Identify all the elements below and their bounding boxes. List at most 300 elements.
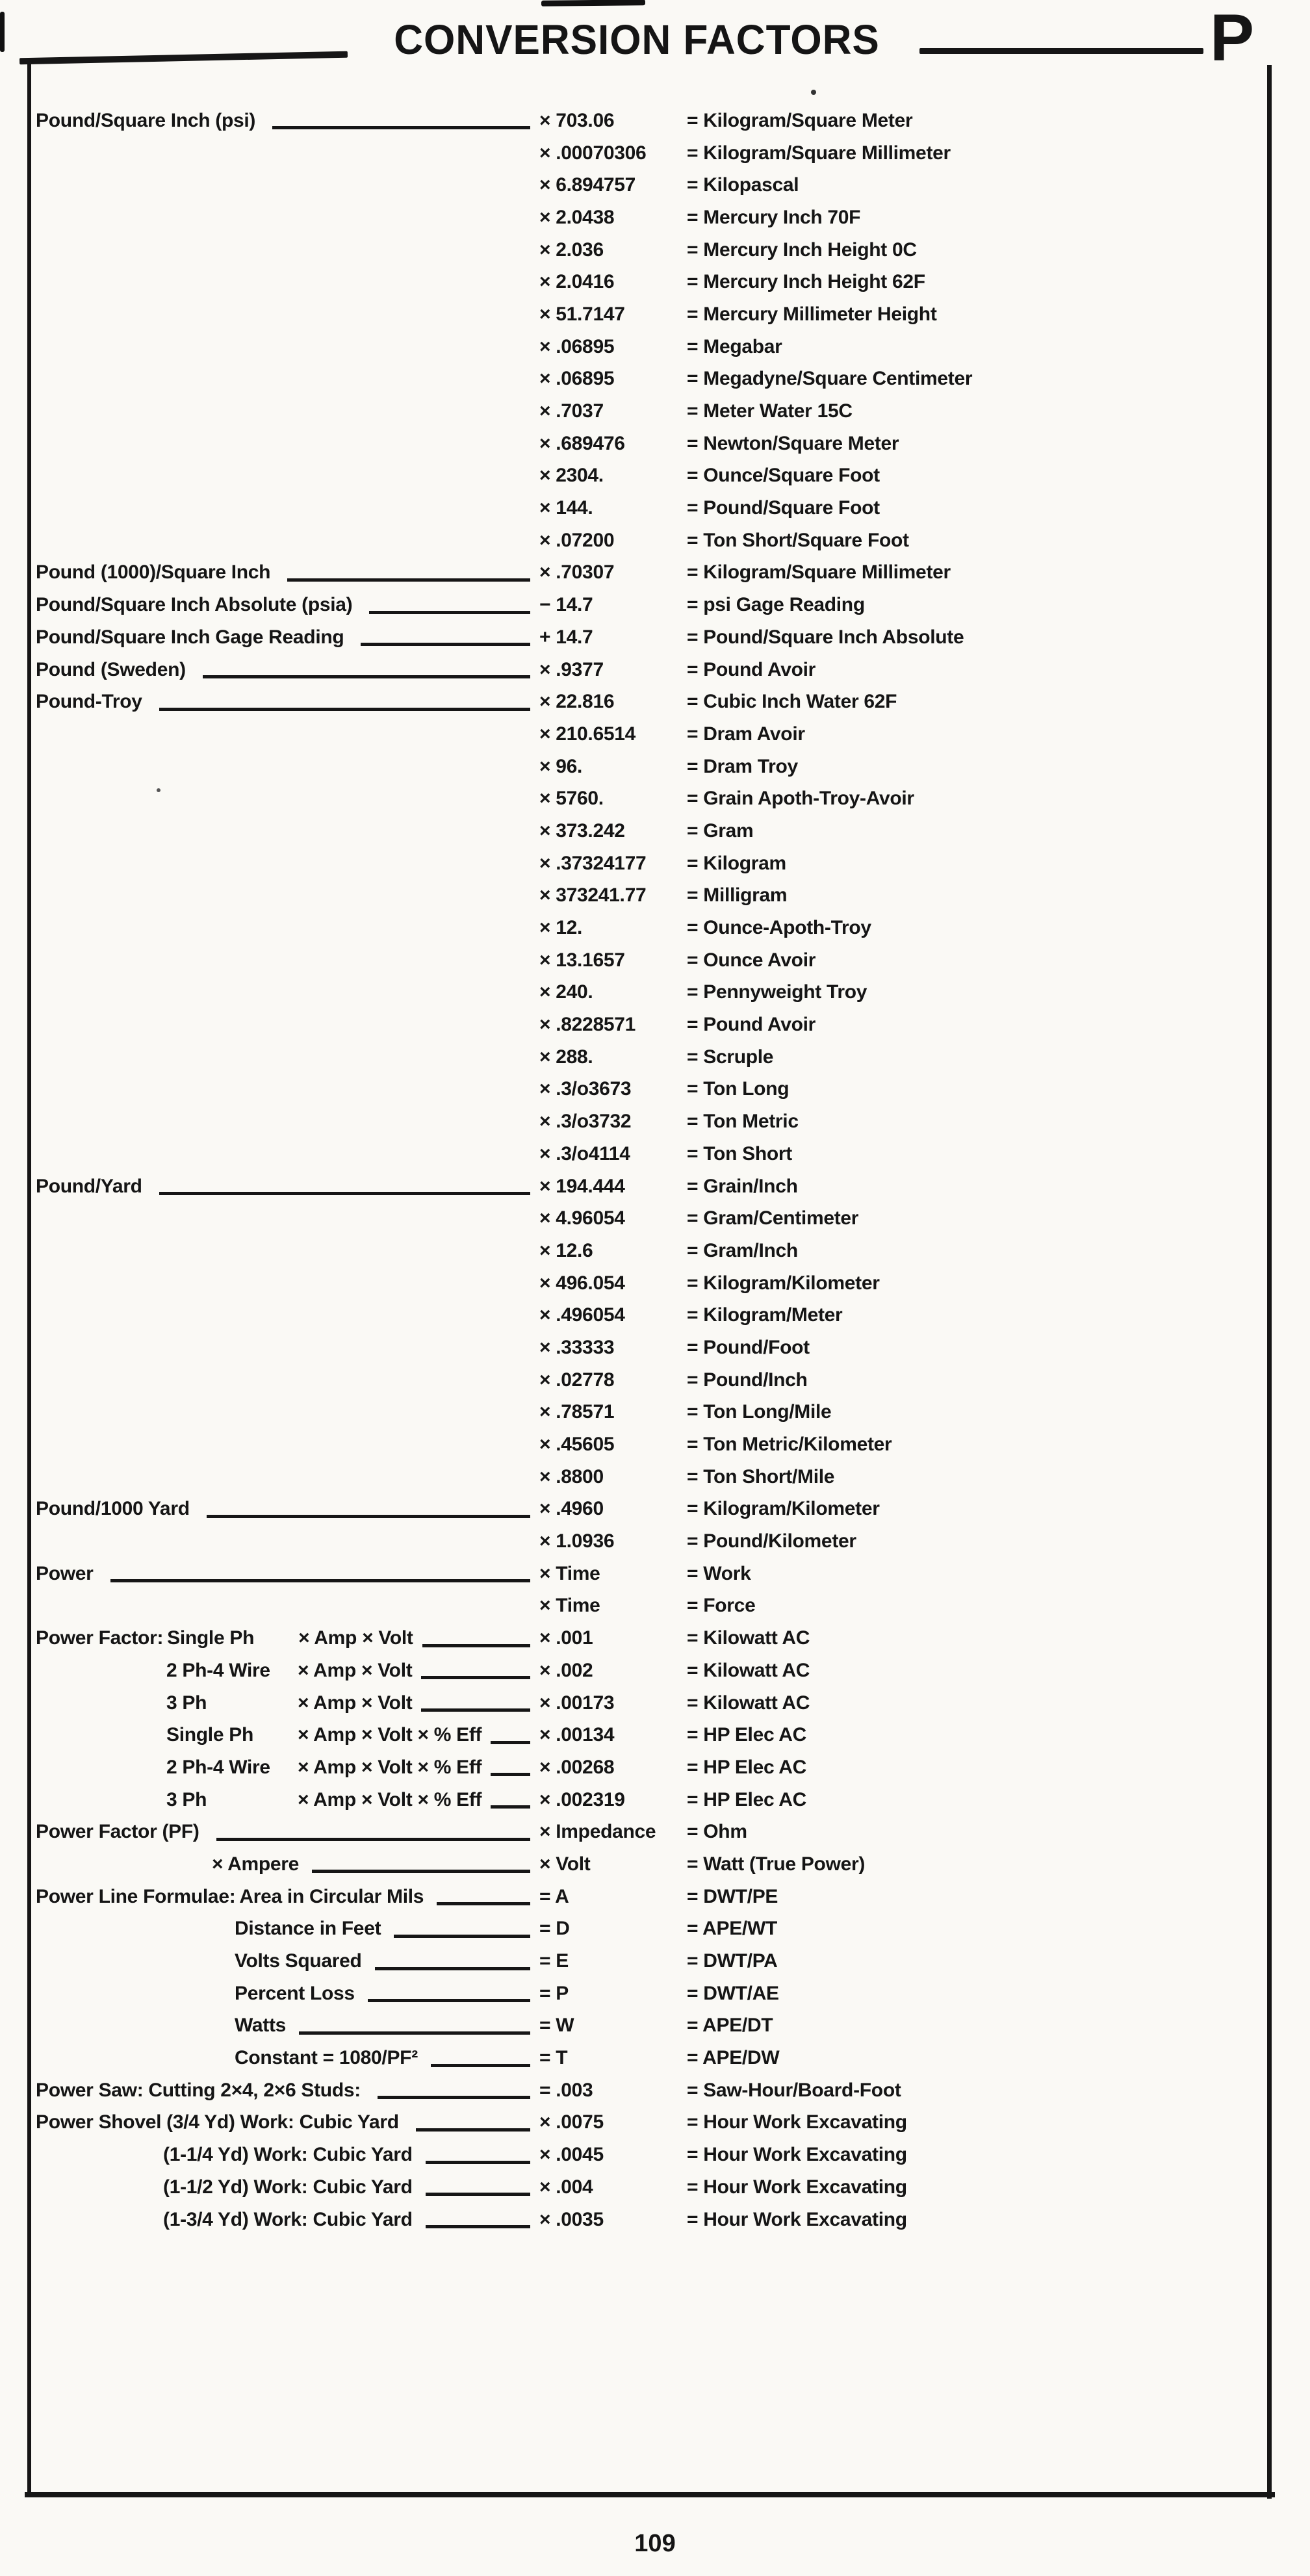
row-fill-rule bbox=[53, 1321, 530, 1324]
row-result: = DWT/AE bbox=[687, 1982, 779, 2004]
row-result: = Pound Avoir bbox=[687, 1014, 816, 1036]
table-row bbox=[0, 1784, 1310, 1816]
row-sub-label: 3 Ph bbox=[166, 1692, 207, 1714]
row-fill-rule bbox=[53, 1482, 530, 1486]
table-row bbox=[0, 1428, 1310, 1461]
row-sub-label: 2 Ph-4 Wire bbox=[166, 1659, 270, 1681]
row-expression: × Amp × Volt bbox=[298, 1659, 413, 1681]
row-fill-rule bbox=[216, 1838, 530, 1841]
row-expression: × Amp × Volt × % Eff bbox=[298, 1724, 482, 1746]
row-result: = Megadyne/Square Centimeter bbox=[687, 368, 973, 390]
table-row bbox=[0, 847, 1310, 880]
row-left-section bbox=[36, 1627, 539, 1649]
row-fill-rule bbox=[159, 1192, 530, 1195]
table-row bbox=[0, 1945, 1310, 1977]
row-fill-rule bbox=[53, 805, 530, 808]
row-result: = Kilowatt AC bbox=[687, 1659, 810, 1681]
row-result: = Kilogram/Kilometer bbox=[687, 1498, 880, 1520]
table-row bbox=[0, 1138, 1310, 1170]
conversion-table bbox=[0, 105, 1310, 2235]
table-row bbox=[0, 1525, 1310, 1558]
row-left-section bbox=[36, 1217, 539, 1220]
table-row bbox=[0, 363, 1310, 396]
row-result: = Ounce Avoir bbox=[687, 949, 816, 971]
row-factor: × 2.0416 bbox=[539, 271, 615, 293]
row-factor: × .0035 bbox=[539, 2208, 604, 2230]
row-fill-rule bbox=[53, 901, 530, 905]
row-fill-rule bbox=[53, 1547, 530, 1551]
row-factor: × .00173 bbox=[539, 1692, 615, 1714]
table-row bbox=[0, 266, 1310, 298]
row-fill-rule bbox=[53, 482, 530, 485]
row-factor: × 144. bbox=[539, 497, 593, 519]
row-sub-label: Percent Loss bbox=[235, 1982, 355, 2004]
row-left-section bbox=[36, 1563, 539, 1585]
row-left-section bbox=[36, 829, 539, 832]
row-factor: × 373241.77 bbox=[539, 884, 647, 907]
row-fill-rule bbox=[369, 611, 530, 614]
scan-artifact bbox=[541, 0, 645, 6]
row-factor: × 6.894757 bbox=[539, 174, 636, 196]
row-result: = Grain Apoth-Troy-Avoir bbox=[687, 788, 914, 810]
table-row bbox=[0, 1170, 1310, 1203]
row-factor: × 2.0438 bbox=[539, 206, 615, 228]
row-label: Pound/Yard bbox=[36, 1175, 142, 1197]
row-factor: × 2304. bbox=[539, 465, 604, 487]
row-result: = Gram/Centimeter bbox=[687, 1207, 859, 1230]
row-left-section bbox=[36, 1314, 539, 1317]
row-left-section bbox=[36, 626, 539, 649]
row-factor: × .7037 bbox=[539, 400, 604, 422]
row-factor: × 13.1657 bbox=[539, 949, 625, 971]
row-left-section bbox=[36, 1950, 539, 1972]
row-fill-rule bbox=[53, 1127, 530, 1131]
table-row bbox=[0, 621, 1310, 654]
row-result: = Ton Short/Square Foot bbox=[687, 529, 909, 551]
row-fill-rule bbox=[426, 2193, 530, 2196]
row-result: = Mercury Inch Height 0C bbox=[687, 238, 917, 261]
table-row bbox=[0, 2171, 1310, 2204]
table-row bbox=[0, 654, 1310, 686]
row-factor: × .07200 bbox=[539, 529, 615, 551]
row-result: = Kilogram/Square Millimeter bbox=[687, 561, 951, 584]
row-result: = DWT/PA bbox=[687, 1950, 778, 1972]
row-label: Power bbox=[36, 1562, 94, 1584]
table-row bbox=[0, 782, 1310, 815]
row-result: = Ton Long/Mile bbox=[687, 1401, 832, 1423]
row-fill-rule bbox=[53, 1612, 530, 1615]
row-left-section bbox=[36, 1055, 539, 1059]
row-fill-rule bbox=[416, 2128, 530, 2132]
table-row bbox=[0, 2107, 1310, 2139]
row-label: Pound/1000 Yard bbox=[36, 1498, 190, 1520]
row-left-section bbox=[36, 151, 539, 155]
row-factor: × .3/o3732 bbox=[539, 1111, 632, 1133]
row-fill-rule bbox=[53, 1063, 530, 1066]
table-row bbox=[0, 2010, 1310, 2042]
row-factor: × 2.036 bbox=[539, 238, 604, 261]
row-left-section bbox=[36, 894, 539, 897]
row-fill-rule bbox=[426, 2161, 530, 2164]
table-row bbox=[0, 1299, 1310, 1332]
table-row bbox=[0, 1397, 1310, 1429]
row-result: = Dram Avoir bbox=[687, 723, 805, 745]
row-left-section bbox=[36, 184, 539, 187]
row-result: = Hour Work Excavating bbox=[687, 2208, 907, 2230]
row-fill-rule bbox=[53, 869, 530, 872]
row-fill-rule bbox=[53, 934, 530, 937]
table-row bbox=[0, 1202, 1310, 1235]
table-row bbox=[0, 460, 1310, 493]
row-result: = Ton Long bbox=[687, 1078, 790, 1100]
table-row bbox=[0, 1493, 1310, 1526]
row-fill-rule bbox=[53, 1289, 530, 1292]
row-left-section bbox=[36, 2047, 539, 2069]
row-fill-rule bbox=[53, 352, 530, 355]
row-left-section bbox=[36, 110, 539, 132]
row-left-section bbox=[36, 594, 539, 616]
table-row bbox=[0, 201, 1310, 234]
table-row bbox=[0, 1235, 1310, 1267]
row-sub-label: Volts Squared bbox=[235, 1950, 362, 1972]
row-factor: × .02778 bbox=[539, 1369, 615, 1391]
row-factor: × .00134 bbox=[539, 1724, 615, 1746]
row-fill-rule bbox=[491, 1741, 530, 1744]
row-factor: × Time bbox=[539, 1562, 600, 1584]
row-sub-label: (1-1/2 Yd) Work: Cubic Yard bbox=[163, 2176, 413, 2198]
table-row bbox=[0, 718, 1310, 751]
row-fill-rule bbox=[491, 1773, 530, 1776]
row-result: = Kilowatt AC bbox=[687, 1692, 810, 1714]
table-row bbox=[0, 1655, 1310, 1687]
row-sub-label: Single Ph bbox=[167, 1627, 255, 1649]
row-result: = Kilopascal bbox=[687, 174, 799, 196]
row-factor: × 5760. bbox=[539, 788, 604, 810]
table-row bbox=[0, 331, 1310, 363]
row-left-section bbox=[36, 561, 539, 584]
row-fill-rule bbox=[53, 191, 530, 194]
row-result: = Ounce-Apoth-Troy bbox=[687, 917, 871, 939]
row-fill-rule bbox=[53, 998, 530, 1001]
row-fill-rule bbox=[53, 772, 530, 775]
row-result: = APE/WT bbox=[687, 1918, 778, 1940]
row-left-section bbox=[36, 1088, 539, 1091]
row-left-section bbox=[36, 378, 539, 381]
row-factor: × 496.054 bbox=[539, 1272, 625, 1294]
row-left-section bbox=[36, 927, 539, 930]
row-result: = APE/DT bbox=[687, 2015, 773, 2037]
row-fill-rule bbox=[53, 159, 530, 162]
row-result: = Ton Metric bbox=[687, 1111, 799, 1133]
row-factor: × .00268 bbox=[539, 1756, 615, 1778]
row-left-section bbox=[36, 1918, 539, 1940]
table-row bbox=[0, 1622, 1310, 1655]
table-row bbox=[0, 1848, 1310, 1881]
row-fill-rule bbox=[203, 675, 530, 678]
row-factor: × 96. bbox=[539, 755, 583, 777]
row-left-section bbox=[36, 1724, 539, 1746]
table-row bbox=[0, 1364, 1310, 1397]
row-sub-label: Area in Circular Mils bbox=[239, 1885, 424, 1907]
table-row bbox=[0, 1977, 1310, 2010]
row-fill-rule bbox=[53, 385, 530, 388]
table-row bbox=[0, 1558, 1310, 1590]
row-factor: × .004 bbox=[539, 2176, 593, 2198]
table-row bbox=[0, 428, 1310, 460]
row-sub-label: (1-3/4 Yd) Work: Cubic Yard bbox=[163, 2208, 413, 2230]
table-row bbox=[0, 524, 1310, 557]
row-factor: × .0075 bbox=[539, 2111, 604, 2133]
row-left-section bbox=[36, 2209, 539, 2231]
page-title: CONVERSION FACTORS bbox=[394, 16, 880, 63]
row-fill-rule bbox=[431, 2064, 530, 2067]
row-left-section bbox=[36, 732, 539, 736]
row-fill-rule bbox=[361, 643, 530, 646]
row-result: = Milligram bbox=[687, 884, 788, 907]
scan-artifact bbox=[811, 90, 816, 95]
box-border-bottom bbox=[25, 2492, 1275, 2497]
scan-artifact bbox=[0, 12, 5, 52]
row-fill-rule bbox=[53, 966, 530, 969]
table-row bbox=[0, 1267, 1310, 1300]
row-fill-rule bbox=[491, 1805, 530, 1809]
row-result: = Pound/Inch bbox=[687, 1369, 808, 1391]
row-factor: = P bbox=[539, 1982, 569, 2004]
row-fill-rule bbox=[53, 1385, 530, 1389]
row-factor: = W bbox=[539, 2015, 574, 2037]
row-result: = Kilogram/Square Millimeter bbox=[687, 142, 951, 164]
row-result: = Ounce/Square Foot bbox=[687, 465, 880, 487]
row-fill-rule bbox=[437, 1902, 530, 1905]
row-factor: × Volt bbox=[539, 1853, 591, 1875]
row-result: = Pound/Square Foot bbox=[687, 497, 880, 519]
row-result: = Hour Work Excavating bbox=[687, 2176, 907, 2198]
row-factor: × 373.242 bbox=[539, 819, 625, 842]
row-factor: × .45605 bbox=[539, 1434, 615, 1456]
row-label: Pound/Square Inch (psi) bbox=[36, 109, 256, 131]
row-factor: × .4960 bbox=[539, 1498, 604, 1520]
row-fill-rule bbox=[426, 2225, 530, 2228]
row-factor: + 14.7 bbox=[539, 626, 593, 648]
table-row bbox=[0, 2139, 1310, 2171]
row-result: = Megabar bbox=[687, 335, 782, 357]
row-fill-rule bbox=[110, 1579, 530, 1582]
row-fill-rule bbox=[53, 740, 530, 743]
row-left-section bbox=[36, 1886, 539, 1908]
row-result: = DWT/PE bbox=[687, 1885, 778, 1907]
row-result: = APE/DW bbox=[687, 2047, 780, 2069]
row-sub-label: (1-1/4 Yd) Work: Cubic Yard bbox=[163, 2144, 413, 2166]
row-left-section bbox=[36, 1498, 539, 1520]
row-left-section bbox=[36, 2015, 539, 2037]
table-row bbox=[0, 1461, 1310, 1493]
row-fill-rule bbox=[53, 836, 530, 840]
row-result: = HP Elec AC bbox=[687, 1724, 806, 1746]
row-left-section bbox=[36, 991, 539, 994]
title-rule-right bbox=[919, 48, 1203, 54]
row-factor: × .06895 bbox=[539, 335, 615, 357]
row-factor: × 194.444 bbox=[539, 1175, 625, 1197]
row-fill-rule bbox=[53, 1418, 530, 1421]
table-row bbox=[0, 105, 1310, 137]
table-row bbox=[0, 944, 1310, 977]
row-left-section bbox=[36, 862, 539, 865]
table-row bbox=[0, 1687, 1310, 1719]
table-row bbox=[0, 589, 1310, 621]
row-result: = Hour Work Excavating bbox=[687, 2111, 907, 2133]
row-label: Pound/Square Inch Gage Reading bbox=[36, 626, 344, 648]
row-factor: × .001 bbox=[539, 1627, 593, 1649]
table-row bbox=[0, 234, 1310, 266]
row-factor: = E bbox=[539, 1950, 569, 1972]
row-label: Pound (Sweden) bbox=[36, 658, 186, 680]
row-result: = Pound/Square Inch Absolute bbox=[687, 626, 964, 648]
row-result: = HP Elec AC bbox=[687, 1756, 806, 1778]
row-fill-rule bbox=[53, 320, 530, 323]
row-label: Power Factor: bbox=[36, 1627, 164, 1649]
row-fill-rule bbox=[53, 546, 530, 549]
row-result: = Work bbox=[687, 1562, 751, 1584]
row-factor: × 240. bbox=[539, 981, 593, 1003]
row-left-section bbox=[36, 2144, 539, 2166]
row-result: = Gram/Inch bbox=[687, 1239, 798, 1261]
row-fill-rule bbox=[53, 288, 530, 291]
table-row bbox=[0, 912, 1310, 944]
row-result: = Pound/Kilometer bbox=[687, 1530, 856, 1552]
row-factor: × .002319 bbox=[539, 1788, 625, 1810]
table-row bbox=[0, 815, 1310, 847]
row-factor: × .06895 bbox=[539, 368, 615, 390]
row-result: = Kilogram bbox=[687, 852, 786, 874]
table-row bbox=[0, 686, 1310, 718]
row-left-section bbox=[36, 1152, 539, 1155]
row-fill-rule bbox=[159, 708, 530, 711]
row-fill-rule bbox=[53, 1159, 530, 1163]
row-result: = psi Gage Reading bbox=[687, 594, 865, 616]
row-factor: × Impedance bbox=[539, 1821, 656, 1843]
row-left-section bbox=[36, 410, 539, 413]
row-left-section bbox=[36, 1983, 539, 2005]
table-row bbox=[0, 880, 1310, 912]
row-left-section bbox=[36, 1692, 539, 1714]
row-fill-rule bbox=[299, 2031, 530, 2035]
row-expression: × Amp × Volt × % Eff bbox=[298, 1756, 482, 1778]
row-sub-label: × Ampere bbox=[212, 1853, 300, 1875]
table-row bbox=[0, 2042, 1310, 2074]
row-left-section bbox=[36, 959, 539, 962]
row-fill-rule bbox=[394, 1935, 530, 1938]
row-left-section bbox=[36, 1024, 539, 1027]
row-label: Pound/Square Inch Absolute (psia) bbox=[36, 594, 353, 616]
row-fill-rule bbox=[207, 1515, 530, 1518]
row-label: Power Line Formulae: bbox=[36, 1885, 236, 1907]
row-factor: × .9377 bbox=[539, 658, 604, 680]
row-factor: × 12. bbox=[539, 917, 583, 939]
row-left-section bbox=[36, 2111, 539, 2133]
row-expression: × Amp × Volt bbox=[298, 1627, 413, 1649]
row-left-section bbox=[36, 1411, 539, 1414]
row-left-section bbox=[36, 539, 539, 542]
table-row bbox=[0, 1041, 1310, 1074]
row-fill-rule bbox=[53, 417, 530, 420]
row-result: = Kilowatt AC bbox=[687, 1627, 810, 1649]
row-result: = Ohm bbox=[687, 1821, 747, 1843]
row-sub-label: 2 Ph-4 Wire bbox=[166, 1756, 270, 1778]
row-fill-rule bbox=[312, 1870, 530, 1873]
row-sub-label: Single Ph bbox=[166, 1724, 253, 1746]
row-left-section bbox=[36, 1853, 539, 1875]
row-left-section bbox=[36, 1378, 539, 1382]
row-result: = Ton Short/Mile bbox=[687, 1465, 835, 1488]
row-factor: × 1.0936 bbox=[539, 1530, 615, 1552]
row-left-section bbox=[36, 507, 539, 510]
row-factor: = A bbox=[539, 1885, 569, 1907]
row-fill-rule bbox=[53, 223, 530, 226]
row-result: = Grain/Inch bbox=[687, 1175, 798, 1197]
row-fill-rule bbox=[422, 1644, 530, 1647]
row-label: Power Saw: Cutting 2×4, 2×6 Studs: bbox=[36, 2079, 361, 2101]
section-tab-letter: P bbox=[1210, 1, 1255, 75]
row-factor: × 4.96054 bbox=[539, 1207, 625, 1230]
row-sub-label: Watts bbox=[235, 2015, 287, 2037]
row-left-section bbox=[36, 1120, 539, 1124]
row-label: Pound (1000)/Square Inch bbox=[36, 561, 271, 584]
row-factor: × .002 bbox=[539, 1659, 593, 1681]
row-expression: × Amp × Volt × % Eff bbox=[298, 1788, 482, 1810]
row-sub-label: Constant = 1080/PF² bbox=[235, 2047, 418, 2069]
row-factor: × .33333 bbox=[539, 1336, 615, 1358]
row-result: = Cubic Inch Water 62F bbox=[687, 691, 897, 713]
row-factor: × 288. bbox=[539, 1046, 593, 1068]
row-result: = Mercury Inch 70F bbox=[687, 206, 861, 228]
row-result: = Mercury Millimeter Height bbox=[687, 303, 937, 325]
row-sub-label: Distance in Feet bbox=[235, 1918, 381, 1940]
row-factor: = .003 bbox=[539, 2079, 593, 2101]
row-fill-rule bbox=[368, 1999, 530, 2002]
row-expression: × Amp × Volt bbox=[298, 1692, 413, 1714]
table-row bbox=[0, 751, 1310, 783]
row-fill-rule bbox=[421, 1708, 530, 1712]
row-left-section bbox=[36, 1176, 539, 1198]
row-result: = Meter Water 15C bbox=[687, 400, 853, 422]
row-left-section bbox=[36, 1540, 539, 1543]
table-row bbox=[0, 169, 1310, 201]
table-row bbox=[0, 1590, 1310, 1623]
row-factor: × 12.6 bbox=[539, 1239, 593, 1261]
row-result: = Pennyweight Troy bbox=[687, 981, 867, 1003]
row-result: = Pound Avoir bbox=[687, 658, 816, 680]
row-label: Power Shovel (3/4 Yd) Work: Cubic Yard bbox=[36, 2111, 399, 2133]
table-row bbox=[0, 1719, 1310, 1751]
row-result: = Ton Metric/Kilometer bbox=[687, 1434, 892, 1456]
row-label: Power Factor (PF) bbox=[36, 1821, 199, 1843]
row-result: = Scruple bbox=[687, 1046, 774, 1068]
table-row bbox=[0, 1009, 1310, 1041]
row-result: = Pound/Foot bbox=[687, 1336, 810, 1358]
row-left-section bbox=[36, 691, 539, 713]
row-result: = Kilogram/Kilometer bbox=[687, 1272, 880, 1294]
row-factor: × .3/o4114 bbox=[539, 1142, 630, 1165]
row-left-section bbox=[36, 1789, 539, 1811]
row-left-section bbox=[36, 1282, 539, 1285]
row-fill-rule bbox=[287, 578, 530, 582]
row-fill-rule bbox=[53, 255, 530, 259]
row-fill-rule bbox=[53, 1353, 530, 1356]
table-row bbox=[0, 1881, 1310, 1913]
row-factor: × .689476 bbox=[539, 432, 625, 454]
table-row bbox=[0, 395, 1310, 428]
row-result: = HP Elec AC bbox=[687, 1788, 806, 1810]
